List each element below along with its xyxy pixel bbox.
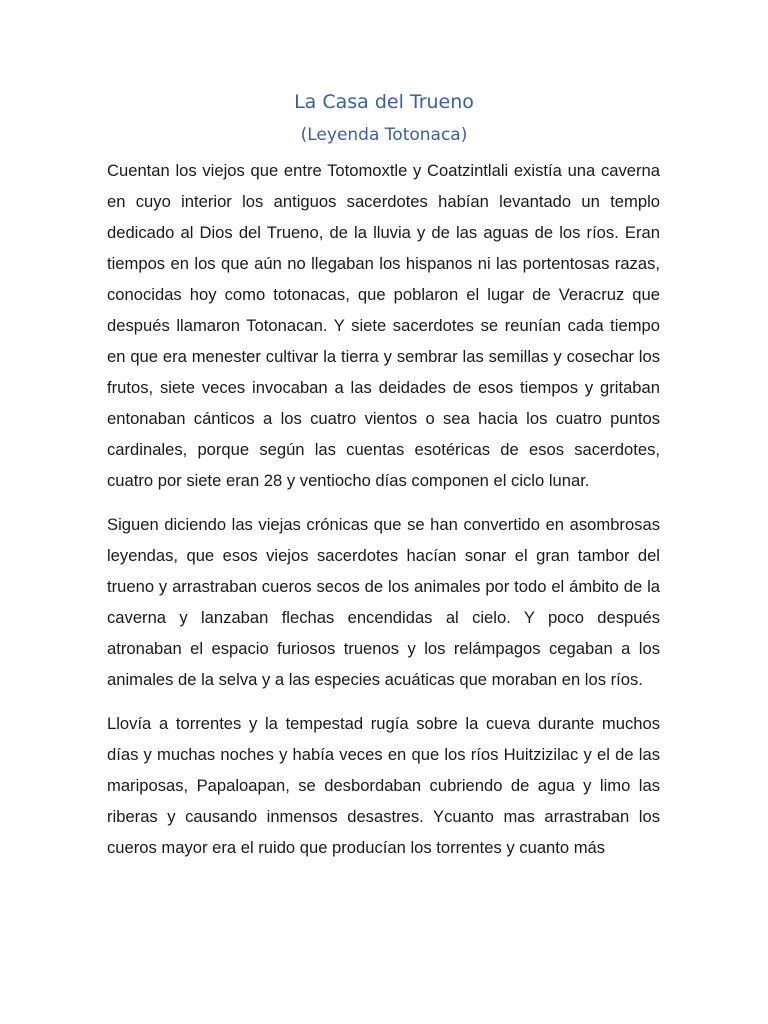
paragraph-2: Siguen diciendo las viejas crónicas que se han convertido en asombrosas leyendas, que esos viejos sacerdotes hacían sonar el gran tambor del trueno y arrastraban cueros secos de los animales por todo el ámbito de la caverna y lanzaban flechas encendidas al cielo. Y poco después atronaban el espacio furiosos truenos y los relámpagos cegaban a los animales de la selva y a las especies acuáticas que moraban en los ríos. (107, 515, 660, 689)
document-subtitle: (Leyenda Totonaca) (300, 125, 468, 145)
document-body (107, 155, 660, 876)
paragraph-1: Cuentan los viejos que entre Totomoxtle y Coatzintlali existía una caverna en cuyo interior los antiguos sacerdotes habían levantado un templo dedicado al Dios del Trueno, de la lluvia y de las aguas de los ríos. Eran tiempos en los que aún no llegaban los hispanos ni las portentosas razas, conocidas hoy como totonacas, que poblaron el lugar de Veracruz que después llamaron Totonacan. Y siete sacerdotes se reunían cada tiempo en que era menester cultivar la tierra y sembrar las semillas y cosechar los frutos, siete veces invocaban a las deidades de esos tiempos y gritaban entonaban cánticos a los cuatro vientos o sea hacia los cuatro puntos cardinales, porque según las cuentas esotéricas de esos sacerdotes, cuatro por siete eran 28 y ventiocho días componen el ciclo lunar. (107, 161, 660, 490)
paragraph-3: Llovía a torrentes y la tempestad rugía sobre la cueva durante muchos días y muchas noches y había veces en que los ríos Huitzizilac y el de las mariposas, Papaloapan, se desbordaban cubriendo de agua y limo las riberas y causando inmensos desastres. Ycuanto mas arrastraban los cueros mayor era el ruido que producían los torrentes y cuanto más (107, 714, 660, 857)
document-title: La Casa del Trueno (294, 91, 474, 113)
